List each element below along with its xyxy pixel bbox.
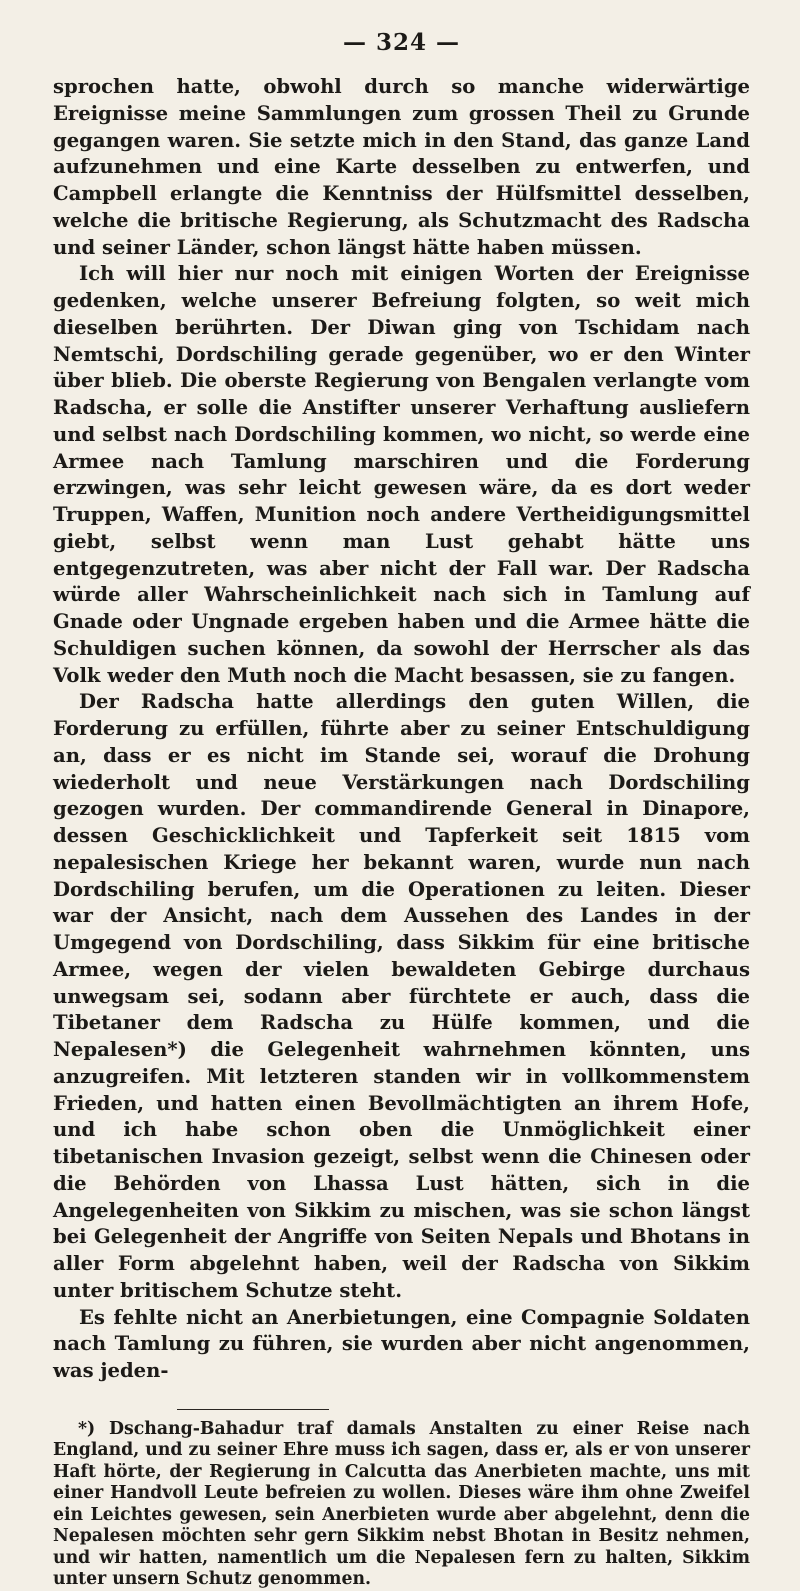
footnote-divider (177, 1409, 329, 1410)
paragraph-3: Der Radscha hatte allerdings den guten Willen, die Forderung zu erfüllen, führte aber zu seiner Entschuldigung an, dass er es nicht im Stande sei, worauf die Drohung wiederholt und neue Verstärkungen nach Dordschiling gezogen wurden. Der commandirende General in Dinapore, dessen Geschicklichkeit und Tapferkeit seit 1815 vom nepalesischen Kriege her bekannt waren, wurde nun nach Dordschiling berufen, um die Operationen zu leiten. Dieser war der Ansicht, nach dem Aussehen des Landes in der Umgegend von Dordschiling, dass Sikkim für eine britische Armee, wegen der vielen bewaldeten Gebirge durchaus unwegsam sei, sodann aber fürchtete er auch, dass die Tibetaner dem Radscha zu Hülfe kommen, und die Nepalesen*) die Gelegenheit wahrnehmen könnten, uns anzugreifen. Mit letzteren standen wir in vollkommenstem Frieden, und hatten einen Bevollmächtigten an ihrem Hofe, und ich habe schon oben die Unmöglichkeit einer tibetanischen Invasion gezeigt, selbst wenn die Chinesen oder die Behörden von Lhassa Lust hätten, sich in die Angelegenheiten von Sikkim zu mischen, was sie schon längst bei Gelegenheit der Angriffe von Seiten Nepals und Bhotans in aller Form abgelehnt haben, weil der Radscha von Sikkim unter britischem Schutze steht. (53, 690, 750, 1302)
page-number: — 324 — (342, 29, 461, 56)
footnote-text: *) Dschang-Bahadur traf damals Anstalten zu einer Reise nach England, und zu seiner Ehre muss ich sagen, dass er, als er von unserer Haft hörte, der Regierung in Calcutta das Anerbieten machte, uns mit einer Handvoll Leute befreien zu wollen. Dieses wäre ihm ohne Zweifel ein Leichtes gewesen, sein Anerbieten wurde aber abgelehnt, denn die Nepalesen möchten sehr gern Sikkim nebst Bhotan in Besitz nehmen, und wir hatten, namentlich um die Nepalesen fern zu halten, Sikkim unter unsern Schutz genommen. (53, 1418, 750, 1590)
paragraph-1: sprochen hatte, obwohl durch so manche widerwärtige Ereignisse meine Sammlungen zum grossen Theil zu Grunde gegangen waren. Sie setzte mich in den Stand, das ganze Land aufzunehmen und eine Karte desselben zu entwerfen, und Campbell erlangte die Kenntniss der Hülfsmittel desselben, welche die britische Regierung, als Schutzmacht des Radscha und seiner Länder, schon längst hätte haben müssen. (53, 75, 750, 259)
paragraph-4: Es fehlte nicht an Anerbietungen, eine Compagnie Soldaten nach Tamlung zu führen, sie wurden aber nicht angenommen, was jeden- (53, 1305, 750, 1382)
paragraph-2: Ich will hier nur noch mit einigen Worten der Ereignisse gedenken, welche unserer Befreiung folgten, so weit mich dieselben berührten. Der Diwan ging von Tschidam nach Nemtschi, Dordschiling gerade gegenüber, wo er den Winter über blieb. Die oberste Regierung von Bengalen verlangte vom Radscha, er solle die Anstifter unserer Verhaftung ausliefern und selbst nach Dordschiling kommen, wo nicht, so werde eine Armee nach Tamlung marschiren und die Forderung erzwingen, was sehr leicht gewesen wäre, da es dort weder Truppen, Waffen, Munition noch andere Vertheidigungsmittel giebt, selbst wenn man Lust gehabt hätte uns entgegenzutreten, was aber nicht der Fall war. Der Radscha würde aller Wahrscheinlichkeit nach sich in Tamlung auf Gnade oder Ungnade ergeben haben und die Armee hätte die Schuldigen suchen können, da sowohl der Herrscher als das Volk weder den Muth noch die Macht besassen, sie zu fangen. (53, 262, 750, 687)
footnote (53, 1419, 750, 1591)
main-text (53, 74, 750, 1385)
